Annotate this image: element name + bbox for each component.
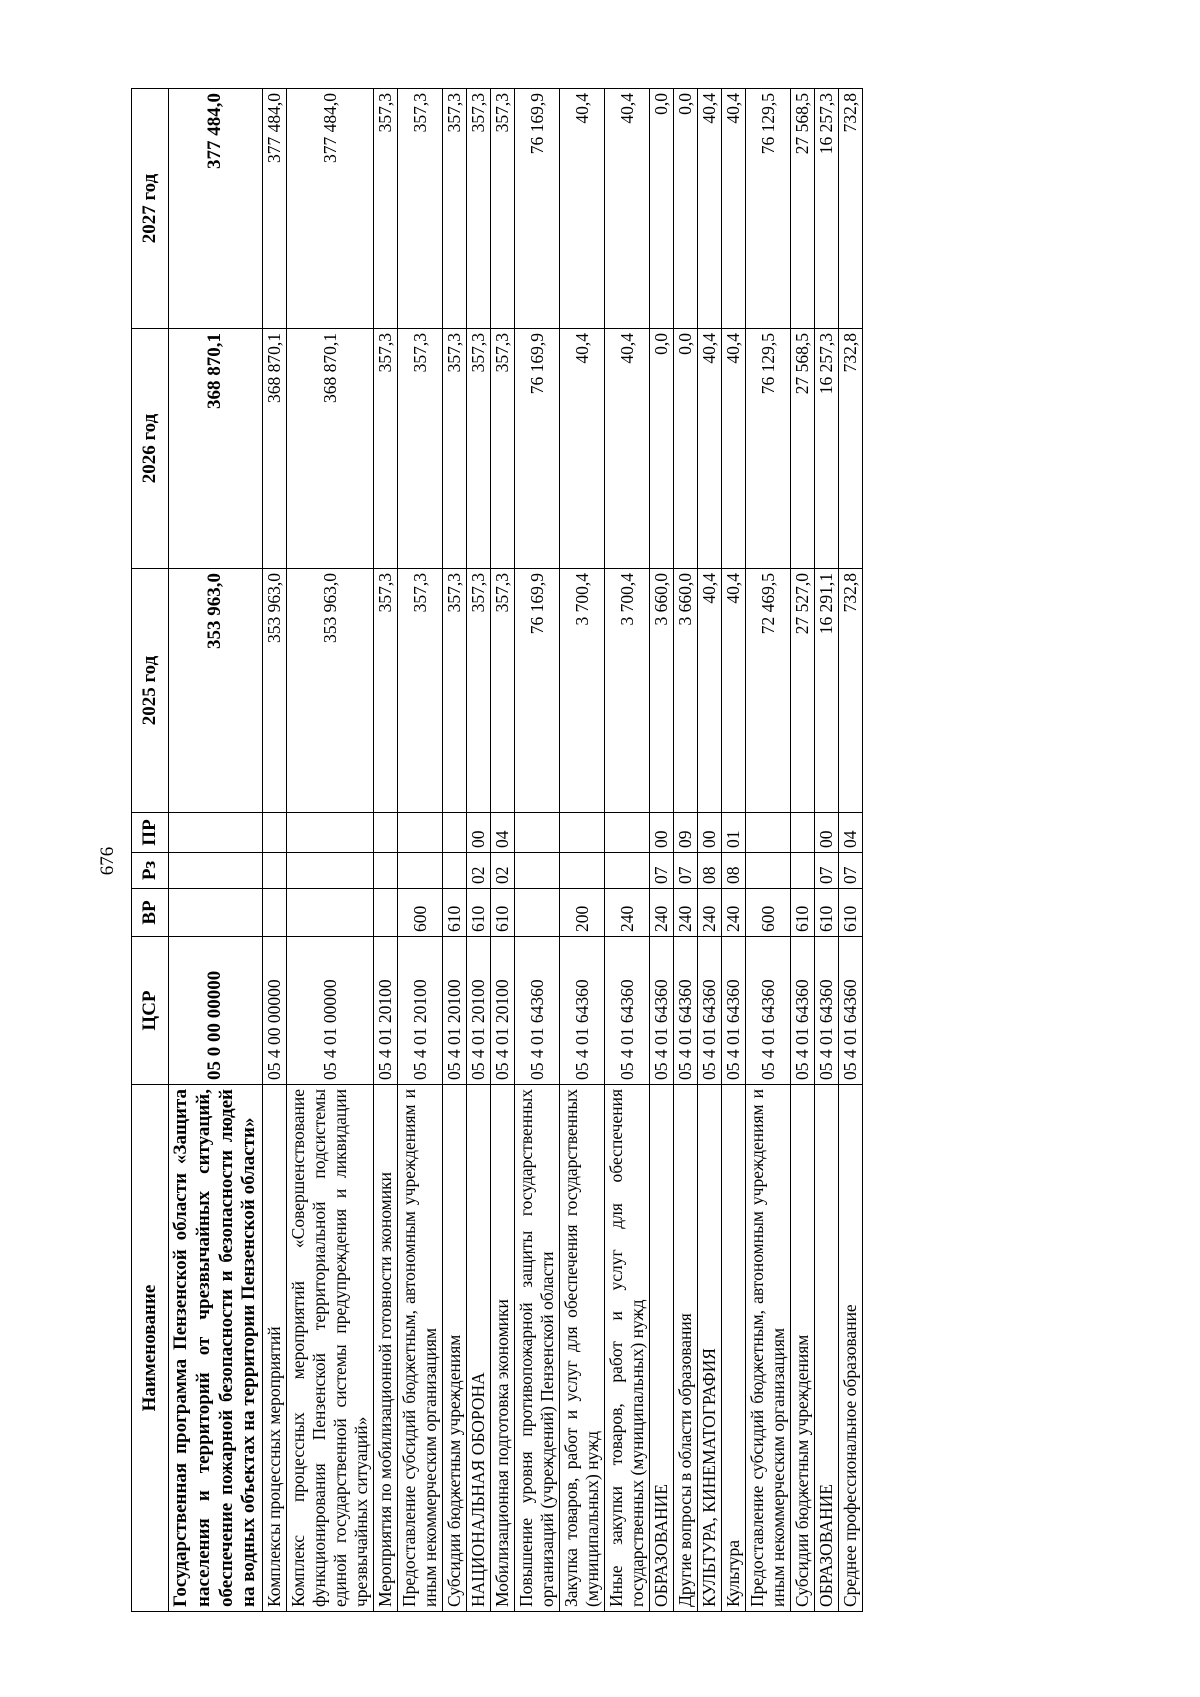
- cell-rz: 02: [491, 853, 515, 889]
- cell-pr: 00: [467, 813, 491, 853]
- cell-rz: 07: [815, 853, 839, 889]
- cell-2025: 353 963,0: [263, 569, 287, 813]
- page-number: 676: [97, 846, 118, 876]
- cell-name: Предоставление субсидий бюджетным, автономным учреждениям и иным некоммерческим организациям: [398, 1085, 443, 1612]
- cell-2026: 0,0: [674, 329, 698, 569]
- cell-csr: 05 4 01 20100: [443, 937, 467, 1085]
- table-row: [698, 89, 722, 1612]
- cell-2025: 3 660,0: [674, 569, 698, 813]
- header-2025: 2025 год: [132, 569, 169, 813]
- cell-csr: 05 4 01 64360: [515, 937, 560, 1085]
- cell-rz: 07: [674, 853, 698, 889]
- cell-vr: 240: [674, 889, 698, 937]
- cell-2027: 357,3: [374, 89, 398, 329]
- budget-table-rotated: [131, 89, 1063, 1612]
- cell-2025: 27 527,0: [791, 569, 815, 813]
- cell-name: Иные закупки товаров, работ и услуг для обеспечения государственных (муниципальных) нужд: [605, 1085, 650, 1612]
- header-2027: 2027 год: [132, 89, 169, 329]
- cell-pr: [287, 813, 374, 853]
- cell-name: Другие вопросы в области образования: [674, 1085, 698, 1612]
- cell-name: Субсидии бюджетным учреждениям: [791, 1085, 815, 1612]
- cell-pr: [791, 813, 815, 853]
- cell-2025: 76 169,9: [515, 569, 560, 813]
- cell-2026: 0,0: [650, 329, 674, 569]
- cell-csr: 05 4 01 64360: [698, 937, 722, 1085]
- cell-2027: 732,8: [839, 89, 863, 329]
- cell-2026: 40,4: [722, 329, 746, 569]
- cell-2025: 353 963,0: [169, 569, 263, 813]
- cell-pr: [515, 813, 560, 853]
- cell-2026: 368 870,1: [169, 329, 263, 569]
- cell-name: Предоставление субсидий бюджетным, автономным учреждениям и иным некоммерческим организациям: [746, 1085, 791, 1612]
- cell-csr: 05 4 01 64360: [605, 937, 650, 1085]
- cell-2027: 357,3: [443, 89, 467, 329]
- table-row: [815, 89, 839, 1612]
- cell-vr: [515, 889, 560, 937]
- cell-2026: 357,3: [467, 329, 491, 569]
- table-row: [169, 89, 263, 1612]
- table-row: [839, 89, 863, 1612]
- cell-pr: 04: [839, 813, 863, 853]
- table-row: [398, 89, 443, 1612]
- table-row: [605, 89, 650, 1612]
- cell-pr: 00: [698, 813, 722, 853]
- cell-rz: [560, 853, 605, 889]
- cell-2026: 368 870,1: [287, 329, 374, 569]
- cell-2025: 357,3: [491, 569, 515, 813]
- cell-2027: 76 129,5: [746, 89, 791, 329]
- cell-2025: 732,8: [839, 569, 863, 813]
- cell-2027: 357,3: [398, 89, 443, 329]
- cell-2026: 732,8: [839, 329, 863, 569]
- cell-csr: 05 4 01 20100: [491, 937, 515, 1085]
- table-row: [650, 89, 674, 1612]
- cell-pr: [443, 813, 467, 853]
- cell-name: Культура: [722, 1085, 746, 1612]
- cell-2027: 76 169,9: [515, 89, 560, 329]
- table-header-row: [132, 89, 169, 1612]
- header-name: Наименование: [132, 1085, 169, 1612]
- cell-2027: 40,4: [605, 89, 650, 329]
- cell-csr: 05 4 01 20100: [374, 937, 398, 1085]
- cell-2026: 76 129,5: [746, 329, 791, 569]
- cell-2025: 40,4: [722, 569, 746, 813]
- cell-2026: 357,3: [491, 329, 515, 569]
- cell-2026: 27 568,5: [791, 329, 815, 569]
- cell-vr: 600: [746, 889, 791, 937]
- budget-table: [131, 88, 863, 1612]
- cell-csr: 05 4 00 00000: [263, 937, 287, 1085]
- cell-pr: [398, 813, 443, 853]
- cell-2027: 27 568,5: [791, 89, 815, 329]
- cell-rz: [287, 853, 374, 889]
- cell-vr: 610: [815, 889, 839, 937]
- cell-pr: [746, 813, 791, 853]
- cell-rz: [515, 853, 560, 889]
- table-row: [746, 89, 791, 1612]
- cell-vr: [374, 889, 398, 937]
- cell-2025: 357,3: [374, 569, 398, 813]
- cell-rz: [398, 853, 443, 889]
- cell-vr: 610: [791, 889, 815, 937]
- cell-2026: 40,4: [698, 329, 722, 569]
- cell-pr: [605, 813, 650, 853]
- cell-name: Комплекс процессных мероприятий «Совершенствование функционирования Пензенской территориальной подсистемы единой государственной системы предупреждения и ликвидации чрезвычайных ситуаций»: [287, 1085, 374, 1612]
- cell-csr: 05 4 01 64360: [791, 937, 815, 1085]
- cell-csr: 05 4 01 64360: [650, 937, 674, 1085]
- cell-2026: 40,4: [560, 329, 605, 569]
- cell-2025: 357,3: [467, 569, 491, 813]
- table-row: [467, 89, 491, 1612]
- cell-name: Комплексы процессных мероприятий: [263, 1085, 287, 1612]
- table-row: [791, 89, 815, 1612]
- cell-name: Мобилизационная подготовка экономики: [491, 1085, 515, 1612]
- cell-name: ОБРАЗОВАНИЕ: [815, 1085, 839, 1612]
- cell-vr: 240: [605, 889, 650, 937]
- cell-name: Государственная программа Пензенской области «Защита населения и территорий от чрезвычайных ситуаций, обеспечение пожарной безопасности и безопасности людей на водных объектах на территории Пензенской области»: [169, 1085, 263, 1612]
- cell-pr: 00: [650, 813, 674, 853]
- cell-2027: 357,3: [467, 89, 491, 329]
- cell-2027: 377 484,0: [287, 89, 374, 329]
- cell-2025: 3 700,4: [560, 569, 605, 813]
- cell-2026: 357,3: [443, 329, 467, 569]
- cell-vr: 610: [443, 889, 467, 937]
- header-csr: ЦСР: [132, 937, 169, 1085]
- cell-rz: [374, 853, 398, 889]
- cell-vr: 240: [650, 889, 674, 937]
- cell-name: НАЦИОНАЛЬНАЯ ОБОРОНА: [467, 1085, 491, 1612]
- cell-2025: 40,4: [698, 569, 722, 813]
- cell-csr: 05 4 01 64360: [560, 937, 605, 1085]
- cell-pr: [374, 813, 398, 853]
- cell-2025: 353 963,0: [287, 569, 374, 813]
- cell-csr: 05 4 01 00000: [287, 937, 374, 1085]
- cell-vr: 240: [698, 889, 722, 937]
- cell-pr: 09: [674, 813, 698, 853]
- cell-name: Мероприятия по мобилизационной готовности экономики: [374, 1085, 398, 1612]
- cell-rz: 02: [467, 853, 491, 889]
- cell-csr: 05 0 00 00000: [169, 937, 263, 1085]
- cell-2025: 357,3: [443, 569, 467, 813]
- header-2026: 2026 год: [132, 329, 169, 569]
- cell-2026: 16 257,3: [815, 329, 839, 569]
- cell-2025: 72 469,5: [746, 569, 791, 813]
- cell-vr: 200: [560, 889, 605, 937]
- cell-csr: 05 4 01 64360: [674, 937, 698, 1085]
- cell-2025: 357,3: [398, 569, 443, 813]
- cell-pr: 00: [815, 813, 839, 853]
- cell-name: Закупка товаров, работ и услуг для обеспечения государственных (муниципальных) нужд: [560, 1085, 605, 1612]
- header-rz: Рз: [132, 853, 169, 889]
- cell-2026: 40,4: [605, 329, 650, 569]
- cell-2026: 76 169,9: [515, 329, 560, 569]
- cell-rz: 07: [839, 853, 863, 889]
- cell-vr: [169, 889, 263, 937]
- cell-name: Повышение уровня противопожарной защиты государственных организаций (учреждений) Пензенской области: [515, 1085, 560, 1612]
- table-row: [722, 89, 746, 1612]
- cell-name: КУЛЬТУРА, КИНЕМАТОГРАФИЯ: [698, 1085, 722, 1612]
- cell-vr: [287, 889, 374, 937]
- cell-2027: 40,4: [560, 89, 605, 329]
- cell-2026: 368 870,1: [263, 329, 287, 569]
- cell-2027: 40,4: [722, 89, 746, 329]
- cell-2026: 357,3: [398, 329, 443, 569]
- table-row: [515, 89, 560, 1612]
- cell-2025: 16 291,1: [815, 569, 839, 813]
- cell-2027: 40,4: [698, 89, 722, 329]
- table-row: [674, 89, 698, 1612]
- table-body: [169, 89, 863, 1612]
- cell-vr: 240: [722, 889, 746, 937]
- cell-rz: [443, 853, 467, 889]
- cell-pr: [169, 813, 263, 853]
- cell-rz: [791, 853, 815, 889]
- cell-vr: 610: [467, 889, 491, 937]
- cell-vr: 600: [398, 889, 443, 937]
- cell-2026: 357,3: [374, 329, 398, 569]
- table-row: [491, 89, 515, 1612]
- cell-2025: 3 660,0: [650, 569, 674, 813]
- cell-vr: 610: [491, 889, 515, 937]
- cell-2027: 377 484,0: [263, 89, 287, 329]
- cell-rz: 08: [698, 853, 722, 889]
- cell-rz: [169, 853, 263, 889]
- cell-2027: 0,0: [650, 89, 674, 329]
- header-pr: ПР: [132, 813, 169, 853]
- cell-2027: 357,3: [491, 89, 515, 329]
- cell-pr: 01: [722, 813, 746, 853]
- header-vr: ВР: [132, 889, 169, 937]
- cell-rz: 07: [650, 853, 674, 889]
- cell-rz: [605, 853, 650, 889]
- cell-pr: [560, 813, 605, 853]
- cell-csr: 05 4 01 64360: [839, 937, 863, 1085]
- cell-pr: [263, 813, 287, 853]
- cell-2025: 3 700,4: [605, 569, 650, 813]
- cell-vr: [263, 889, 287, 937]
- cell-csr: 05 4 01 64360: [815, 937, 839, 1085]
- table-row: [374, 89, 398, 1612]
- cell-rz: [263, 853, 287, 889]
- cell-csr: 05 4 01 20100: [398, 937, 443, 1085]
- cell-csr: 05 4 01 64360: [722, 937, 746, 1085]
- table-row: [560, 89, 605, 1612]
- cell-2027: 0,0: [674, 89, 698, 329]
- cell-name: ОБРАЗОВАНИЕ: [650, 1085, 674, 1612]
- cell-rz: [746, 853, 791, 889]
- cell-name: Среднее профессиональное образование: [839, 1085, 863, 1612]
- cell-csr: 05 4 01 64360: [746, 937, 791, 1085]
- table-row: [287, 89, 374, 1612]
- cell-2027: 377 484,0: [169, 89, 263, 329]
- table-row: [263, 89, 287, 1612]
- cell-name: Субсидии бюджетным учреждениям: [443, 1085, 467, 1612]
- cell-pr: 04: [491, 813, 515, 853]
- table-row: [443, 89, 467, 1612]
- cell-2027: 16 257,3: [815, 89, 839, 329]
- cell-rz: 08: [722, 853, 746, 889]
- cell-vr: 610: [839, 889, 863, 937]
- cell-csr: 05 4 01 20100: [467, 937, 491, 1085]
